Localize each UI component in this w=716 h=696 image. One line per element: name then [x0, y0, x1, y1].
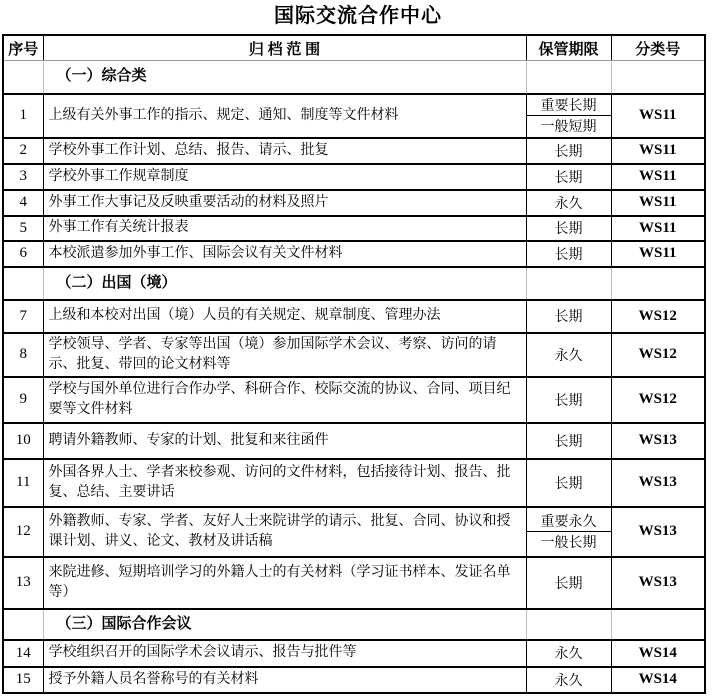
- row-archive-scope: 上级有关外事工作的指示、规定、通知、制度等文件材料: [43, 94, 526, 138]
- row-serial-no: 5: [3, 216, 43, 241]
- row-archive-scope: 学校外事工作计划、总结、报告、请示、批复: [43, 138, 526, 164]
- row-serial-no: 4: [3, 190, 43, 216]
- table-row: [3, 423, 705, 459]
- row-archive-scope: 学校外事工作规章制度: [43, 164, 526, 190]
- table-row: [3, 377, 705, 423]
- table-header: [3, 35, 705, 61]
- retention-important: 重要长期: [527, 95, 611, 116]
- row-retention-period: 长期: [526, 241, 611, 267]
- row-serial-no: 3: [3, 164, 43, 190]
- row-class-no: WS13: [611, 459, 705, 507]
- table-row: [3, 190, 705, 216]
- row-serial-no: 7: [3, 300, 43, 333]
- row-serial-no: 13: [3, 557, 43, 609]
- row-class-no: WS14: [611, 640, 705, 667]
- row-serial-no: 9: [3, 377, 43, 423]
- row-archive-scope: 学校领导、学者、专家等出国（境）参加国际学术会议、考察、访问的请示、批复、带回的论文材料等: [43, 333, 526, 377]
- row-retention-period: 长期: [526, 300, 611, 333]
- table-row: [3, 164, 705, 190]
- row-retention-period: 长期: [526, 459, 611, 507]
- table-row: [3, 667, 705, 693]
- row-archive-scope: 学校与国外单位进行合作办学、科研合作、校际交流的协议、合同、项目纪要等文件材料: [43, 377, 526, 423]
- section-empty-classno: [611, 267, 705, 300]
- row-class-no: WS11: [611, 164, 705, 190]
- row-class-no: WS13: [611, 423, 705, 459]
- section-empty-no: [3, 609, 43, 640]
- row-class-no: WS11: [611, 190, 705, 216]
- row-retention-period: [526, 94, 611, 138]
- row-class-no: WS11: [611, 216, 705, 241]
- row-class-no: WS11: [611, 241, 705, 267]
- row-retention-period: 长期: [526, 216, 611, 241]
- table-row: [3, 241, 705, 267]
- row-archive-scope: 本校派遣参加外事工作、国际会议有关文件材料: [43, 241, 526, 267]
- section-empty-retention: [526, 609, 611, 640]
- section-header-row: [3, 609, 705, 640]
- row-serial-no: 14: [3, 640, 43, 667]
- row-archive-scope: 外籍教师、专家、学者、友好人士来院讲学的请示、批复、合同、协议和授课计划、讲义、论文、教材及讲话稿: [43, 507, 526, 557]
- section-empty-retention: [526, 61, 611, 94]
- retention-important: 重要永久: [527, 511, 611, 532]
- section-label: （一）综合类: [43, 61, 526, 94]
- col-header-serial-no: 序号: [3, 35, 43, 61]
- section-empty-retention: [526, 267, 611, 300]
- page-title: 国际交流合作中心: [274, 5, 442, 27]
- table-row: [3, 94, 705, 138]
- section-empty-no: [3, 61, 43, 94]
- section-empty-classno: [611, 609, 705, 640]
- row-archive-scope: 外事工作有关统计报表: [43, 216, 526, 241]
- col-header-retention-period: 保管期限: [526, 35, 611, 61]
- table-body: [3, 61, 705, 693]
- header-row: [3, 35, 705, 61]
- row-class-no: WS12: [611, 333, 705, 377]
- section-label: （二）出国（境）: [43, 267, 526, 300]
- table-row: [3, 507, 705, 557]
- col-header-class-no: 分类号: [611, 35, 705, 61]
- retention-general: 一般长期: [540, 536, 597, 551]
- row-archive-scope: 授予外籍人员名誉称号的有关材料: [43, 667, 526, 693]
- document-page: [0, 4, 716, 696]
- row-retention-period: [526, 507, 611, 557]
- row-retention-period: 长期: [526, 557, 611, 609]
- row-retention-period: 长期: [526, 423, 611, 459]
- archive-scope-table: [2, 34, 706, 694]
- row-archive-scope: 学校组织召开的国际学术会议请示、报告与批件等: [43, 640, 526, 667]
- row-serial-no: 10: [3, 423, 43, 459]
- row-archive-scope: 上级和本校对出国（境）人员的有关规定、规章制度、管理办法: [43, 300, 526, 333]
- table-row: [3, 640, 705, 667]
- row-archive-scope: 外国各界人士、学者来校参观、访问的文件材料，包括接待计划、报告、批复、总结、主要讲话: [43, 459, 526, 507]
- row-serial-no: 12: [3, 507, 43, 557]
- row-serial-no: 1: [3, 94, 43, 138]
- row-class-no: WS11: [611, 94, 705, 138]
- row-retention-period: 长期: [526, 138, 611, 164]
- table-row: [3, 557, 705, 609]
- section-header-row: [3, 267, 705, 300]
- row-retention-period: 永久: [526, 190, 611, 216]
- row-retention-period: 永久: [526, 640, 611, 667]
- section-empty-classno: [611, 61, 705, 94]
- section-empty-no: [3, 267, 43, 300]
- table-row: [3, 300, 705, 333]
- section-label: （三）国际合作会议: [43, 609, 526, 640]
- row-class-no: WS12: [611, 377, 705, 423]
- row-retention-period: 永久: [526, 667, 611, 693]
- row-class-no: WS14: [611, 667, 705, 693]
- row-class-no: WS13: [611, 557, 705, 609]
- row-retention-period: 长期: [526, 164, 611, 190]
- row-archive-scope: 来院进修、短期培训学习的外籍人士的有关材料（学习证书样本、发证名单等）: [43, 557, 526, 609]
- row-retention-period: 长期: [526, 377, 611, 423]
- row-serial-no: 8: [3, 333, 43, 377]
- row-retention-period: 永久: [526, 333, 611, 377]
- row-serial-no: 15: [3, 667, 43, 693]
- row-serial-no: 6: [3, 241, 43, 267]
- table-row: [3, 216, 705, 241]
- row-archive-scope: 聘请外籍教师、专家的计划、批复和来往函件: [43, 423, 526, 459]
- row-class-no: WS11: [611, 138, 705, 164]
- retention-general: 一般短期: [540, 120, 597, 135]
- row-serial-no: 2: [3, 138, 43, 164]
- row-class-no: WS12: [611, 300, 705, 333]
- col-header-archive-scope: 归 档 范 围: [43, 35, 526, 61]
- row-archive-scope: 外事工作大事记及反映重要活动的材料及照片: [43, 190, 526, 216]
- table-row: [3, 333, 705, 377]
- row-class-no: WS13: [611, 507, 705, 557]
- section-header-row: [3, 61, 705, 94]
- table-row: [3, 459, 705, 507]
- row-serial-no: 11: [3, 459, 43, 507]
- table-row: [3, 138, 705, 164]
